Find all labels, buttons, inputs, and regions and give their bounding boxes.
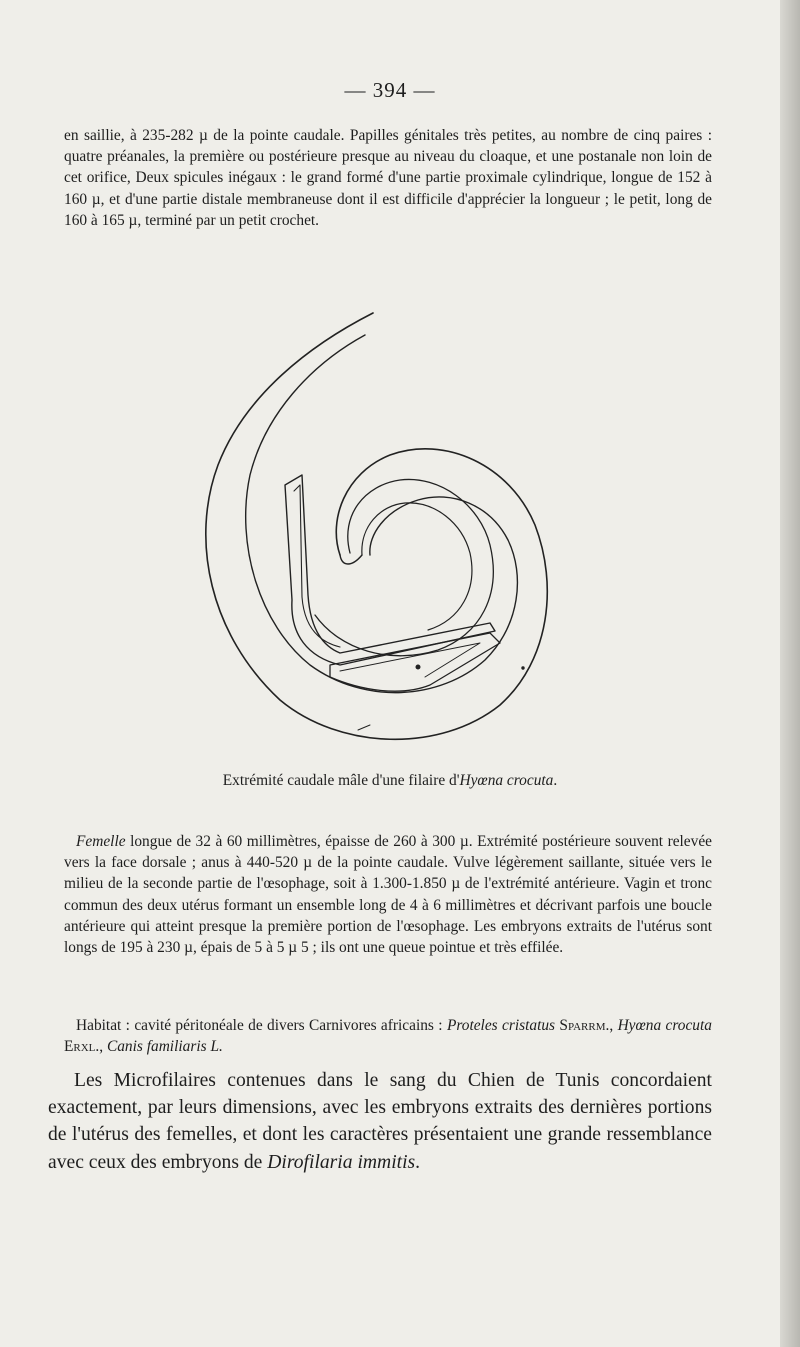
papilla: [522, 667, 524, 669]
page-edge: [780, 0, 800, 1347]
habitat-species-2: Hyœna crocuta: [617, 1017, 712, 1034]
habitat-species-1: Proteles cristatus: [446, 1017, 556, 1034]
habitat-sep-2: ,: [99, 1038, 107, 1056]
paragraph-habitat: [64, 1015, 712, 1057]
habitat-author-2: Erxl.: [64, 1038, 100, 1056]
microfilaria-end: .: [415, 1151, 421, 1173]
tail-tip: [340, 555, 362, 564]
microfilaria-text: Les Microfilaires contenues dans le sang du Chien de Tunis concordaient exactement, par leurs dimensions, avec les embryons extraits des dernières portions de l'utérus des femelles, et dont les caractères présentaient une grande ressemblance avec ceux des embryons de: [48, 1070, 712, 1173]
paragraph-female: [64, 831, 712, 958]
habitat-prefix: Habitat : cavité péritonéale de divers Carnivores africains :: [76, 1017, 447, 1034]
caption-prefix: Extrémité caudale mâle d'une filaire d': [222, 772, 460, 789]
habitat-sep-1: ,: [609, 1017, 618, 1034]
caption-species: Hyœna crocuta: [459, 772, 554, 789]
paragraph-microfilaria: [48, 1067, 712, 1176]
habitat-species-3: Canis familiaris: [106, 1038, 207, 1056]
inner-loop-inner: [362, 503, 472, 630]
caption-suffix: .: [553, 772, 558, 789]
paragraph-female-text: longue de 32 à 60 millimètres, épaisse de 260 à 300 µ. Extrémité postérieure souvent relevée vers la face dorsale ; anus à 440-520 µ de la pointe caudale. Vulve légèrement saillante, située vers le milieu de la seconde partie de l'œsophage, soit à 1.300-1.850 µ de l'extrémité antérieure. Vagin et tronc commun des deux utérus formant un ensemble long de 4 à 6 millimètres et décrivant parfois une boucle antérieure qui atteint presque la première portion de l'œsophage. Les embryons extraits de l'utérus sont longs de 195 à 230 µ, épais de 5 à 5 µ 5 ; ils ont une queue pointue et très effilée.: [64, 833, 712, 957]
habitat-author-1: Sparrm.: [559, 1017, 610, 1034]
papilla-mark: [358, 725, 370, 730]
page-number: — 394 —: [344, 78, 436, 102]
body-outer-contour: [206, 313, 547, 739]
microfilaria-species: Dirofilaria immitis: [267, 1151, 416, 1173]
long-spicule-inner: [294, 485, 340, 647]
figure-caudal-extremity: [190, 305, 560, 755]
paragraph-spicules: en saillie, à 235-282 µ de la pointe caudale. Papilles génitales très petites, au nombre de cinq paires : quatre préanales, la première ou postérieure presque au niveau du cloaque, et une postanale non loin de cet orifice, Deux spicules inégaux : le grand formé d'une partie proximale cylindrique, longue de 152 à 160 µ, et d'une partie distale membraneuse dont il est difficile d'apprécier la longueur ; le petit, long de 160 à 165 µ, terminé par un petit crochet.: [64, 127, 712, 229]
figure-caption: [0, 772, 780, 790]
papilla: [416, 665, 420, 669]
paragraph-female-lead: Femelle: [76, 833, 126, 850]
habitat-author-3: L.: [210, 1038, 223, 1056]
